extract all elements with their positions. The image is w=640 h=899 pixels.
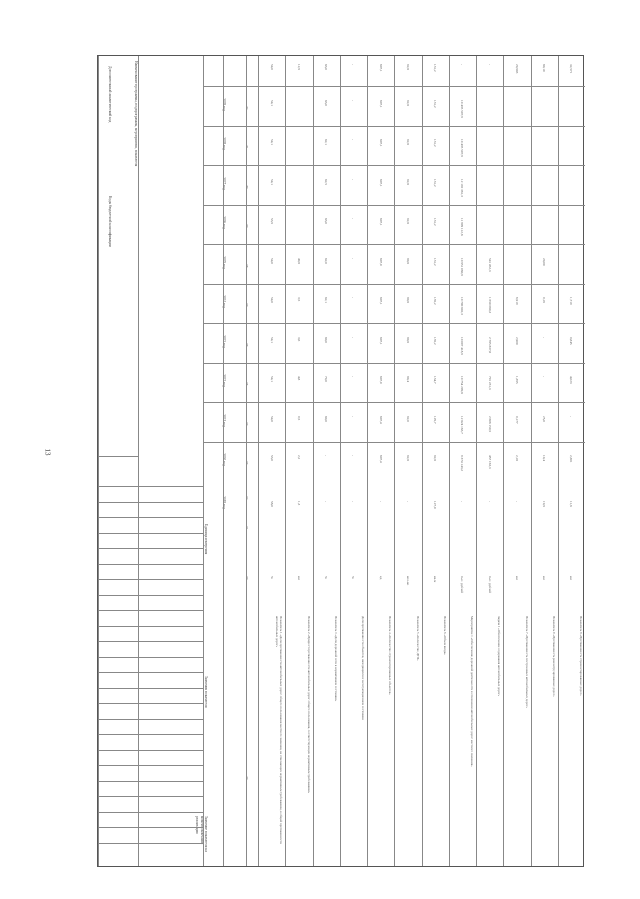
row-base-value: 11,6	[569, 501, 574, 507]
row-divider	[558, 56, 559, 866]
row-year-value: 131,2	[433, 139, 438, 147]
row-year-value: 1,395	[514, 376, 519, 384]
column-number: 29	[245, 776, 249, 780]
row-year-value: 2,18	[514, 455, 519, 462]
row-year-value: 607,1	[378, 297, 383, 305]
section-budget-codes: Коды бюджетной классификации	[108, 196, 112, 247]
row-indicator: Показатель 4 «Количество отремонтированных объектов»	[388, 616, 393, 695]
row-year-value: 54,0	[269, 297, 274, 304]
row-base-value: 58,0	[269, 501, 274, 507]
row-indicator: Показатель 5 «Количество ДТП»	[415, 616, 420, 661]
row-year-value: 92,8	[405, 178, 410, 185]
row-year-value: 82,0	[324, 257, 329, 264]
row-year-value: 457 163,3	[487, 455, 492, 469]
row-unit: тыс. рублей	[460, 576, 465, 593]
code-grid-line	[98, 843, 203, 844]
year-header: 2025 год	[222, 255, 226, 269]
row-year-value: 3,5	[296, 297, 301, 302]
row-year-value: 53,0	[269, 455, 274, 462]
column-number: 31	[245, 526, 249, 530]
row-year-value: 54,1	[269, 139, 274, 146]
values-column-title: Значения показателя	[204, 676, 208, 708]
row-year-value: 9 374 143,2	[460, 455, 465, 472]
row-year-value: 134,7	[433, 376, 438, 384]
row-year-value: 2 608 150,5	[487, 415, 492, 432]
row-final-value: 83,0	[324, 64, 329, 70]
row-year-value: -	[542, 336, 547, 338]
code-grid-line	[98, 533, 203, 534]
row-divider	[503, 56, 504, 866]
row-year-value: 10 435 507,9	[460, 139, 465, 158]
table-row	[394, 56, 421, 866]
year-header: 2022 год	[222, 374, 226, 388]
row-year-value: 607,1	[378, 178, 383, 187]
row-year-value: 541 452,3	[487, 257, 492, 272]
row-year-value: -	[351, 257, 356, 259]
row-unit: ед.	[378, 576, 383, 581]
page-number: 13	[43, 448, 52, 456]
row-year-value: 92,8	[405, 99, 410, 106]
row-unit: кол-во	[405, 576, 410, 586]
row-year-value: 10 951 060,9	[460, 257, 465, 276]
row-year-value: 10 700 802,3	[460, 297, 465, 316]
row-year-value: -	[351, 178, 356, 180]
row-year-value: 12 824 163,7	[460, 415, 465, 434]
row-final-value: 92,8	[405, 64, 410, 70]
row-base-value: -	[487, 501, 492, 503]
row-year-value: 3,6	[296, 336, 301, 341]
row-final-value: 32,571	[569, 64, 574, 74]
row-year-value: 92,8	[433, 455, 438, 462]
row-divider	[285, 56, 286, 866]
row-divider	[476, 56, 477, 866]
table-row	[340, 56, 367, 866]
row-year-value: 135,2	[433, 297, 438, 305]
code-grid-line	[98, 626, 203, 627]
row-year-value: 607,1	[378, 336, 383, 345]
column-number: 38	[245, 263, 249, 268]
row-year-value: 54,1	[269, 336, 274, 343]
row-base-value: -	[351, 501, 356, 503]
code-grid-line	[98, 688, 203, 689]
row-year-value: 54,1	[269, 99, 274, 106]
section-additional-code: Дополнительный аналитический код	[108, 66, 112, 123]
row-year-value: -	[351, 139, 356, 141]
year-header: 2028 год	[222, 137, 226, 151]
row-final-value: -	[460, 64, 465, 66]
row-indicator: Задача 1 «Обеспечение содержания автомобильных дорог»	[497, 616, 502, 697]
column-divider	[246, 56, 247, 866]
row-year-value: 607,0	[378, 257, 383, 266]
row-year-value: 49,8	[296, 257, 301, 264]
table-row	[558, 56, 585, 866]
row-base-value: -	[378, 501, 383, 503]
row-year-value: 92,8	[405, 139, 410, 146]
row-base-value: -	[514, 501, 519, 503]
rotated-table-sheet	[97, 55, 584, 867]
row-year-value: 6,919	[514, 297, 519, 305]
row-divider	[258, 56, 259, 866]
row-year-value: 10 435 507,9	[460, 99, 465, 118]
row-year-value: 90,8	[405, 336, 410, 343]
code-grid-line	[98, 502, 203, 503]
row-year-value: 607,0	[378, 376, 383, 384]
row-year-value: 0,16	[542, 297, 547, 304]
row-base-value: 1,3	[296, 501, 301, 506]
row-year-value: 607,4	[378, 415, 383, 424]
row-unit: км	[569, 576, 574, 580]
row-year-value: 54,1	[269, 178, 274, 185]
code-grid-line	[98, 703, 203, 704]
year-header: 2029 год	[222, 97, 226, 111]
table-row	[503, 56, 530, 866]
code-grid-line	[98, 796, 203, 797]
row-year-value: 82,5	[324, 178, 329, 185]
row-indicator: Показатель 6 «Объем ввода»	[442, 616, 447, 655]
code-grid-line	[98, 781, 203, 782]
row-year-value: 2,301	[569, 455, 574, 463]
code-grid-line	[98, 734, 203, 735]
code-grid-line	[98, 564, 203, 565]
row-divider	[394, 56, 395, 866]
row-year-value: 791 231,3	[487, 376, 492, 390]
row-base-value: -	[324, 501, 329, 503]
indicator-column-title: Наименование программы, подпрограммы, мероприятия, показателя	[134, 61, 138, 167]
row-year-value: 90,8	[405, 257, 410, 264]
row-year-value: 131,2	[433, 178, 438, 187]
row-year-value: 54,1	[269, 376, 274, 383]
row-year-value: 2,2	[296, 455, 301, 460]
column-number: 32	[245, 496, 249, 500]
year-header: 2020 год	[222, 453, 226, 467]
column-number: 30	[245, 576, 249, 580]
row-year-value: 131,2	[433, 257, 438, 266]
row-year-value: 79,0	[324, 376, 329, 383]
row-year-value: -	[351, 336, 356, 338]
column-number: 35	[245, 382, 249, 386]
row-year-value: 20,00	[542, 257, 547, 266]
code-grid-line	[98, 486, 203, 487]
row-year-value: 90,8	[405, 297, 410, 304]
row-year-value: 607,4	[378, 455, 383, 463]
row-year-value: -	[324, 455, 329, 457]
row-indicator: Показатель 8 «Протяженность реконструированных дорог»	[551, 616, 556, 697]
row-year-value: 129,7	[433, 415, 438, 424]
row-unit: тыс. рублей	[487, 576, 492, 593]
row-indicator: Показатель 9 «Протяженность отремонтированных дорог»	[579, 616, 583, 696]
row-year-value: 12 192 361,3	[460, 178, 465, 197]
row-year-value: -	[542, 376, 547, 378]
code-grid-line	[98, 517, 203, 518]
row-year-value: 11 999 112,8	[460, 218, 465, 236]
row-divider	[340, 56, 341, 866]
table-row	[531, 56, 558, 866]
row-unit: км	[542, 576, 547, 580]
row-divider	[449, 56, 450, 866]
year-header: 2023 год	[222, 334, 226, 348]
code-grid-line	[98, 750, 203, 751]
code-grid-line	[98, 657, 203, 658]
column-number: 40	[245, 184, 249, 189]
row-year-value: 131,2	[433, 99, 438, 108]
column-number: 39	[245, 224, 249, 228]
row-year-value: 80,0	[324, 415, 329, 422]
row-year-value: 607,1	[378, 139, 383, 147]
row-year-value: 82,1	[324, 139, 329, 146]
column-number: 42	[245, 105, 249, 110]
row-year-value: 54,0	[269, 257, 274, 264]
row-final-value: 29,903	[514, 64, 519, 74]
code-grid-line	[98, 719, 203, 720]
row-year-value: 131,2	[433, 218, 438, 226]
row-year-value: -	[351, 455, 356, 457]
column-divider	[203, 56, 204, 866]
code-grid-line	[98, 579, 203, 580]
table-row	[422, 56, 449, 866]
row-unit: %	[269, 576, 274, 579]
row-final-value: 131,2	[433, 64, 438, 72]
row-year-value: 92,8	[405, 455, 410, 462]
row-year-value: 4,8	[296, 376, 301, 381]
row-year-value: -	[569, 415, 574, 417]
row-base-value: 19,9	[542, 501, 547, 507]
row-final-value: 12,9	[296, 64, 301, 70]
row-divider	[313, 56, 314, 866]
row-final-value: 54,0	[269, 64, 274, 70]
row-year-value: -	[351, 99, 356, 101]
code-grid-line	[98, 765, 203, 766]
table-row	[367, 56, 394, 866]
row-indicator: Доля протяженности объектов, находящихся в эксплуатационном состоянии	[361, 616, 365, 720]
row-year-value: 83,0	[324, 218, 329, 225]
row-year-value: 0,845	[569, 336, 574, 345]
row-divider	[531, 56, 532, 866]
row-indicator: Показатель 2 «Прирост протяженности автомобильных дорог общего пользования, соответствующих нормативным требованиям»	[306, 616, 311, 794]
row-year-value: 1 650 080,3	[487, 297, 492, 314]
row-year-value: 2 785 837,8	[487, 336, 492, 353]
row-indicator: Показатель 3 «Доля дорожной сети в нормативном состоянии»	[333, 616, 338, 702]
column-number: 33	[245, 461, 249, 465]
code-grid-line	[98, 548, 203, 549]
row-year-value: 92,8	[405, 218, 410, 225]
row-year-value: 92,0	[405, 415, 410, 422]
row-year-value: 135,2	[433, 336, 438, 345]
row-final-value: -	[487, 64, 492, 66]
row-year-value: 90,4	[405, 376, 410, 383]
column-number: 41	[245, 145, 249, 149]
row-year-value: 0,5	[296, 415, 301, 420]
row-indicator: Мероприятие 1 «Обеспечение дорожной деятельности в отношении автомобильных дорог местного значения»	[470, 616, 474, 767]
row-year-value: -	[351, 415, 356, 417]
year-header: 2024 год	[222, 295, 226, 309]
row-final-value: -	[351, 64, 356, 66]
row-year-value: -	[351, 376, 356, 378]
column-number: 34	[245, 421, 249, 426]
row-year-value: 82,1	[324, 297, 329, 304]
row-final-value: 80,10	[542, 64, 547, 72]
column-divider	[138, 56, 139, 866]
row-indicator: Показатель 1 «Доля протяженности автомобильных дорог общего пользования местного значения, не отвечающих нормативным требованиям, в общей протяженности автомобильных дорог»	[274, 616, 284, 844]
row-year-value: 10 754 209,8	[460, 376, 465, 395]
row-year-value: 2,900	[514, 336, 519, 345]
table-row	[476, 56, 503, 866]
code-grid-line	[98, 812, 203, 813]
row-base-value: -	[460, 501, 465, 503]
column-number: 36	[245, 342, 249, 347]
row-unit: %	[351, 576, 356, 579]
row-year-value: -	[351, 218, 356, 220]
row-indicator: Показатель 7 «Протяженность построенных автомобильных дорог»	[524, 616, 529, 709]
unit-column-title: Единица измерения	[204, 524, 208, 555]
row-year-value: 0,177	[514, 415, 519, 424]
row-unit: %	[324, 576, 329, 579]
row-divider	[422, 56, 423, 866]
year-header: 2027 год	[222, 176, 226, 190]
code-grid-line	[98, 610, 203, 611]
row-unit: км	[296, 576, 301, 580]
row-year-value: 80,0	[324, 336, 329, 343]
row-final-value: 607,1	[378, 64, 383, 72]
row-year-value: 83,0	[324, 99, 329, 106]
column-number: 37	[245, 303, 249, 307]
code-grid-line	[98, 672, 203, 673]
table-row	[449, 56, 476, 866]
table-row	[285, 56, 312, 866]
row-year-value: 1,719	[569, 297, 574, 305]
row-year-value: 10 007 418,9	[460, 336, 465, 355]
row-year-value: -	[351, 297, 356, 299]
table-row	[258, 56, 285, 866]
row-base-value: -	[405, 501, 410, 503]
row-year-value: 10,4	[542, 455, 547, 462]
table-row	[313, 56, 340, 866]
row-divider	[367, 56, 368, 866]
row-year-value: 4,023	[569, 376, 574, 384]
row-year-value: 54,0	[269, 415, 274, 422]
row-year-value: 607,1	[378, 99, 383, 108]
code-grid-line	[98, 827, 203, 828]
column-divider	[223, 56, 224, 866]
year-header: 2021 год	[222, 413, 226, 427]
row-year-value: 607,1	[378, 218, 383, 226]
code-grid-line	[98, 641, 203, 642]
year-header: 2026 год	[222, 216, 226, 230]
row-unit: км	[514, 576, 519, 580]
base-year-header: 2019 год	[222, 496, 226, 509]
code-grid-line	[98, 595, 203, 596]
row-base-value: 127,0	[433, 501, 438, 509]
row-unit: кв.м	[433, 576, 438, 583]
row-year-value: 25,0	[542, 415, 547, 422]
row-year-value: 53,9	[269, 218, 274, 225]
final-column-title: Значение показателя на момент окончания реализации	[195, 816, 208, 852]
